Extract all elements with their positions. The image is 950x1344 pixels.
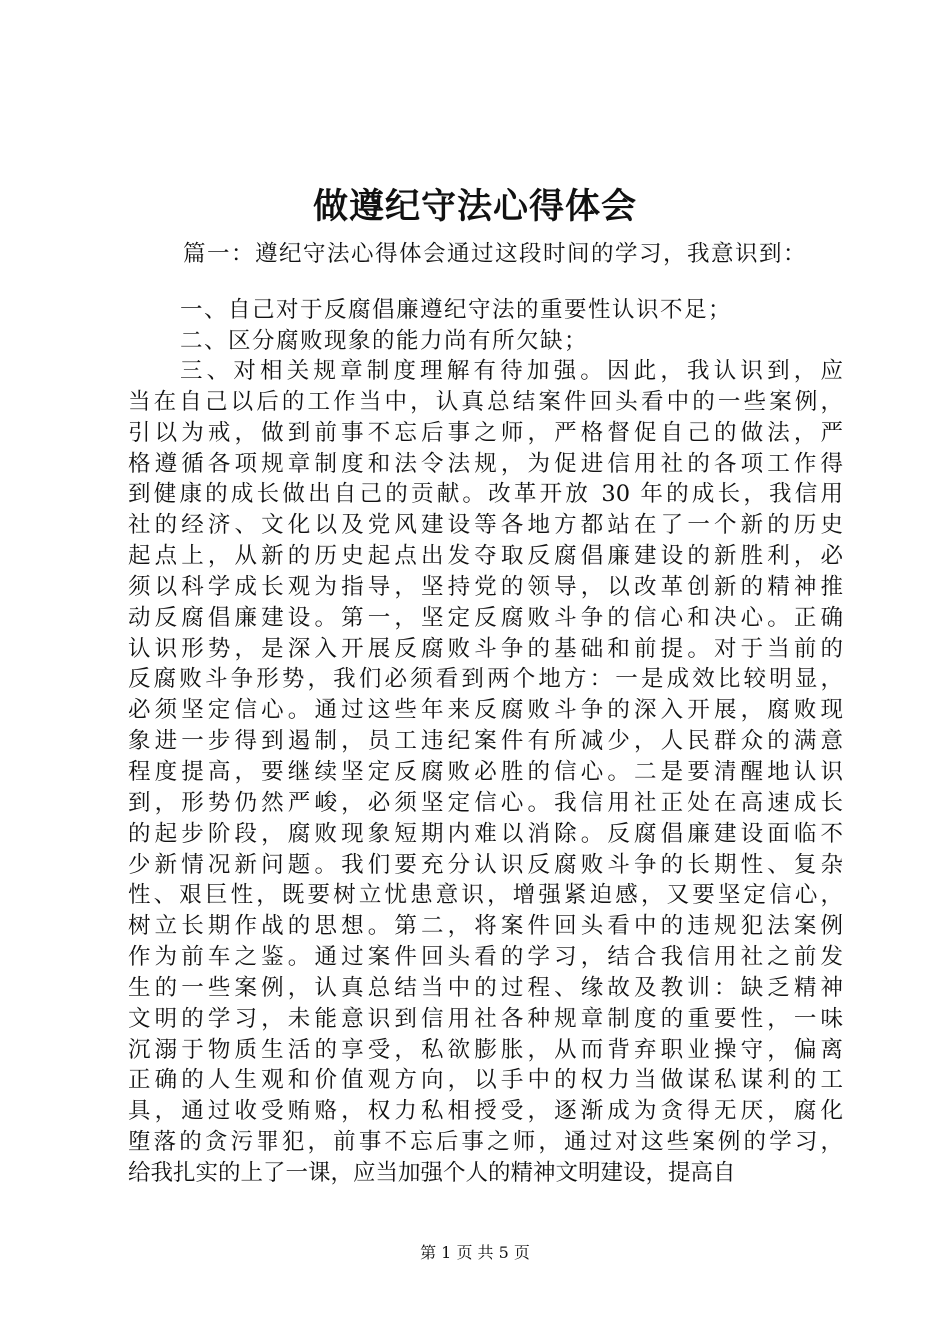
paragraph-line: 树立长期作战的思想。第二，将案件回头看中的违规犯法案例: [128, 913, 843, 940]
paragraph-line: 具，通过收受贿赂，权力私相授受，逐渐成为贪得无厌，腐化: [128, 1098, 843, 1125]
paragraph-line: 正确的人生观和价值观方向，以手中的权力当做谋私谋利的工: [128, 1067, 843, 1094]
paragraph-line: 生的一些案例，认真总结当中的过程、缘故及教训：缺乏精神: [128, 974, 843, 1001]
document-title: 做遵纪守法心得体会: [312, 186, 637, 227]
paragraph-line: 反腐败斗争形势，我们必须看到两个地方：一是成效比较明显，: [128, 666, 843, 693]
paragraph-line: 必须坚定信心。通过这些年来反腐败斗争的深入开展，腐败现: [128, 697, 843, 724]
paragraph-line: 堕落的贪污罪犯，前事不忘后事之师，通过对这些案例的学习，: [128, 1129, 843, 1156]
paragraph-line: 社的经济、文化以及党风建设等各地方都站在了一个新的历史: [128, 512, 843, 539]
paragraph-line: 到健康的成长做出自己的贡献。改革开放 30 年的成长，我信用: [128, 481, 843, 508]
list-item: 一、自己对于反腐倡廉遵纪守法的重要性认识不足；: [180, 297, 733, 323]
paragraph-line: 少新情况新问题。我们要充分认识反腐败斗争的长期性、复杂: [128, 851, 843, 878]
page-footer: 第 1 页 共 5 页: [420, 1243, 530, 1262]
paragraph-line: 当在自己以后的工作当中，认真总结案件回头看中的一些案例，: [128, 388, 843, 415]
paragraph-line: 认识形势，是深入开展反腐败斗争的基础和前提。对于当前的: [128, 635, 843, 662]
paragraph-line: 性、艰巨性，既要树立忧患意识，增强紧迫感，又要坚定信心，: [128, 882, 843, 909]
paragraph-line: 程度提高，要继续坚定反腐败必胜的信心。二是要清醒地认识: [128, 758, 843, 785]
point-list: [128, 295, 843, 357]
intro-line: 篇一：遵纪守法心得体会通过这段时间的学习，我意识到：: [183, 241, 808, 267]
body-paragraph: [128, 356, 843, 1189]
paragraph-line: 起点上，从新的历史起点出发夺取反腐倡廉建设的新胜利，必: [128, 543, 843, 570]
paragraph-line: 给我扎实的上了一课，应当加强个人的精神文明建设，提高自: [128, 1159, 736, 1186]
paragraph-line: 象进一步得到遏制，员工违纪案件有所减少，人民群众的满意: [128, 728, 843, 755]
paragraph-line: 作为前车之鉴。通过案件回头看的学习，结合我信用社之前发: [128, 944, 843, 971]
paragraph-line: 须以科学成长观为指导，坚持党的领导，以改革创新的精神推: [128, 573, 843, 600]
paragraph-line: 动反腐倡廉建设。第一，坚定反腐败斗争的信心和决心。正确: [128, 604, 843, 631]
paragraph-line: 的起步阶段，腐败现象短期内难以消除。反腐倡廉建设面临不: [128, 820, 843, 847]
paragraph-line: 格遵循各项规章制度和法令法规，为促进信用社的各项工作得: [128, 450, 843, 477]
list-item: 二、区分腐败现象的能力尚有所欠缺；: [180, 328, 589, 354]
paragraph-line: 引以为戒，做到前事不忘后事之师，严格督促自己的做法，严: [128, 419, 843, 446]
paragraph-line: 三、对相关规章制度理解有待加强。因此，我认识到，应: [180, 358, 843, 384]
paragraph-line: 到，形势仍然严峻，必须坚定信心。我信用社正处在高速成长: [128, 789, 843, 816]
paragraph-line: 文明的学习，未能意识到信用社各种规章制度的重要性，一味: [128, 1005, 843, 1032]
paragraph-line: 沉溺于物质生活的享受，私欲膨胀，从而背弃职业操守，偏离: [128, 1036, 843, 1063]
